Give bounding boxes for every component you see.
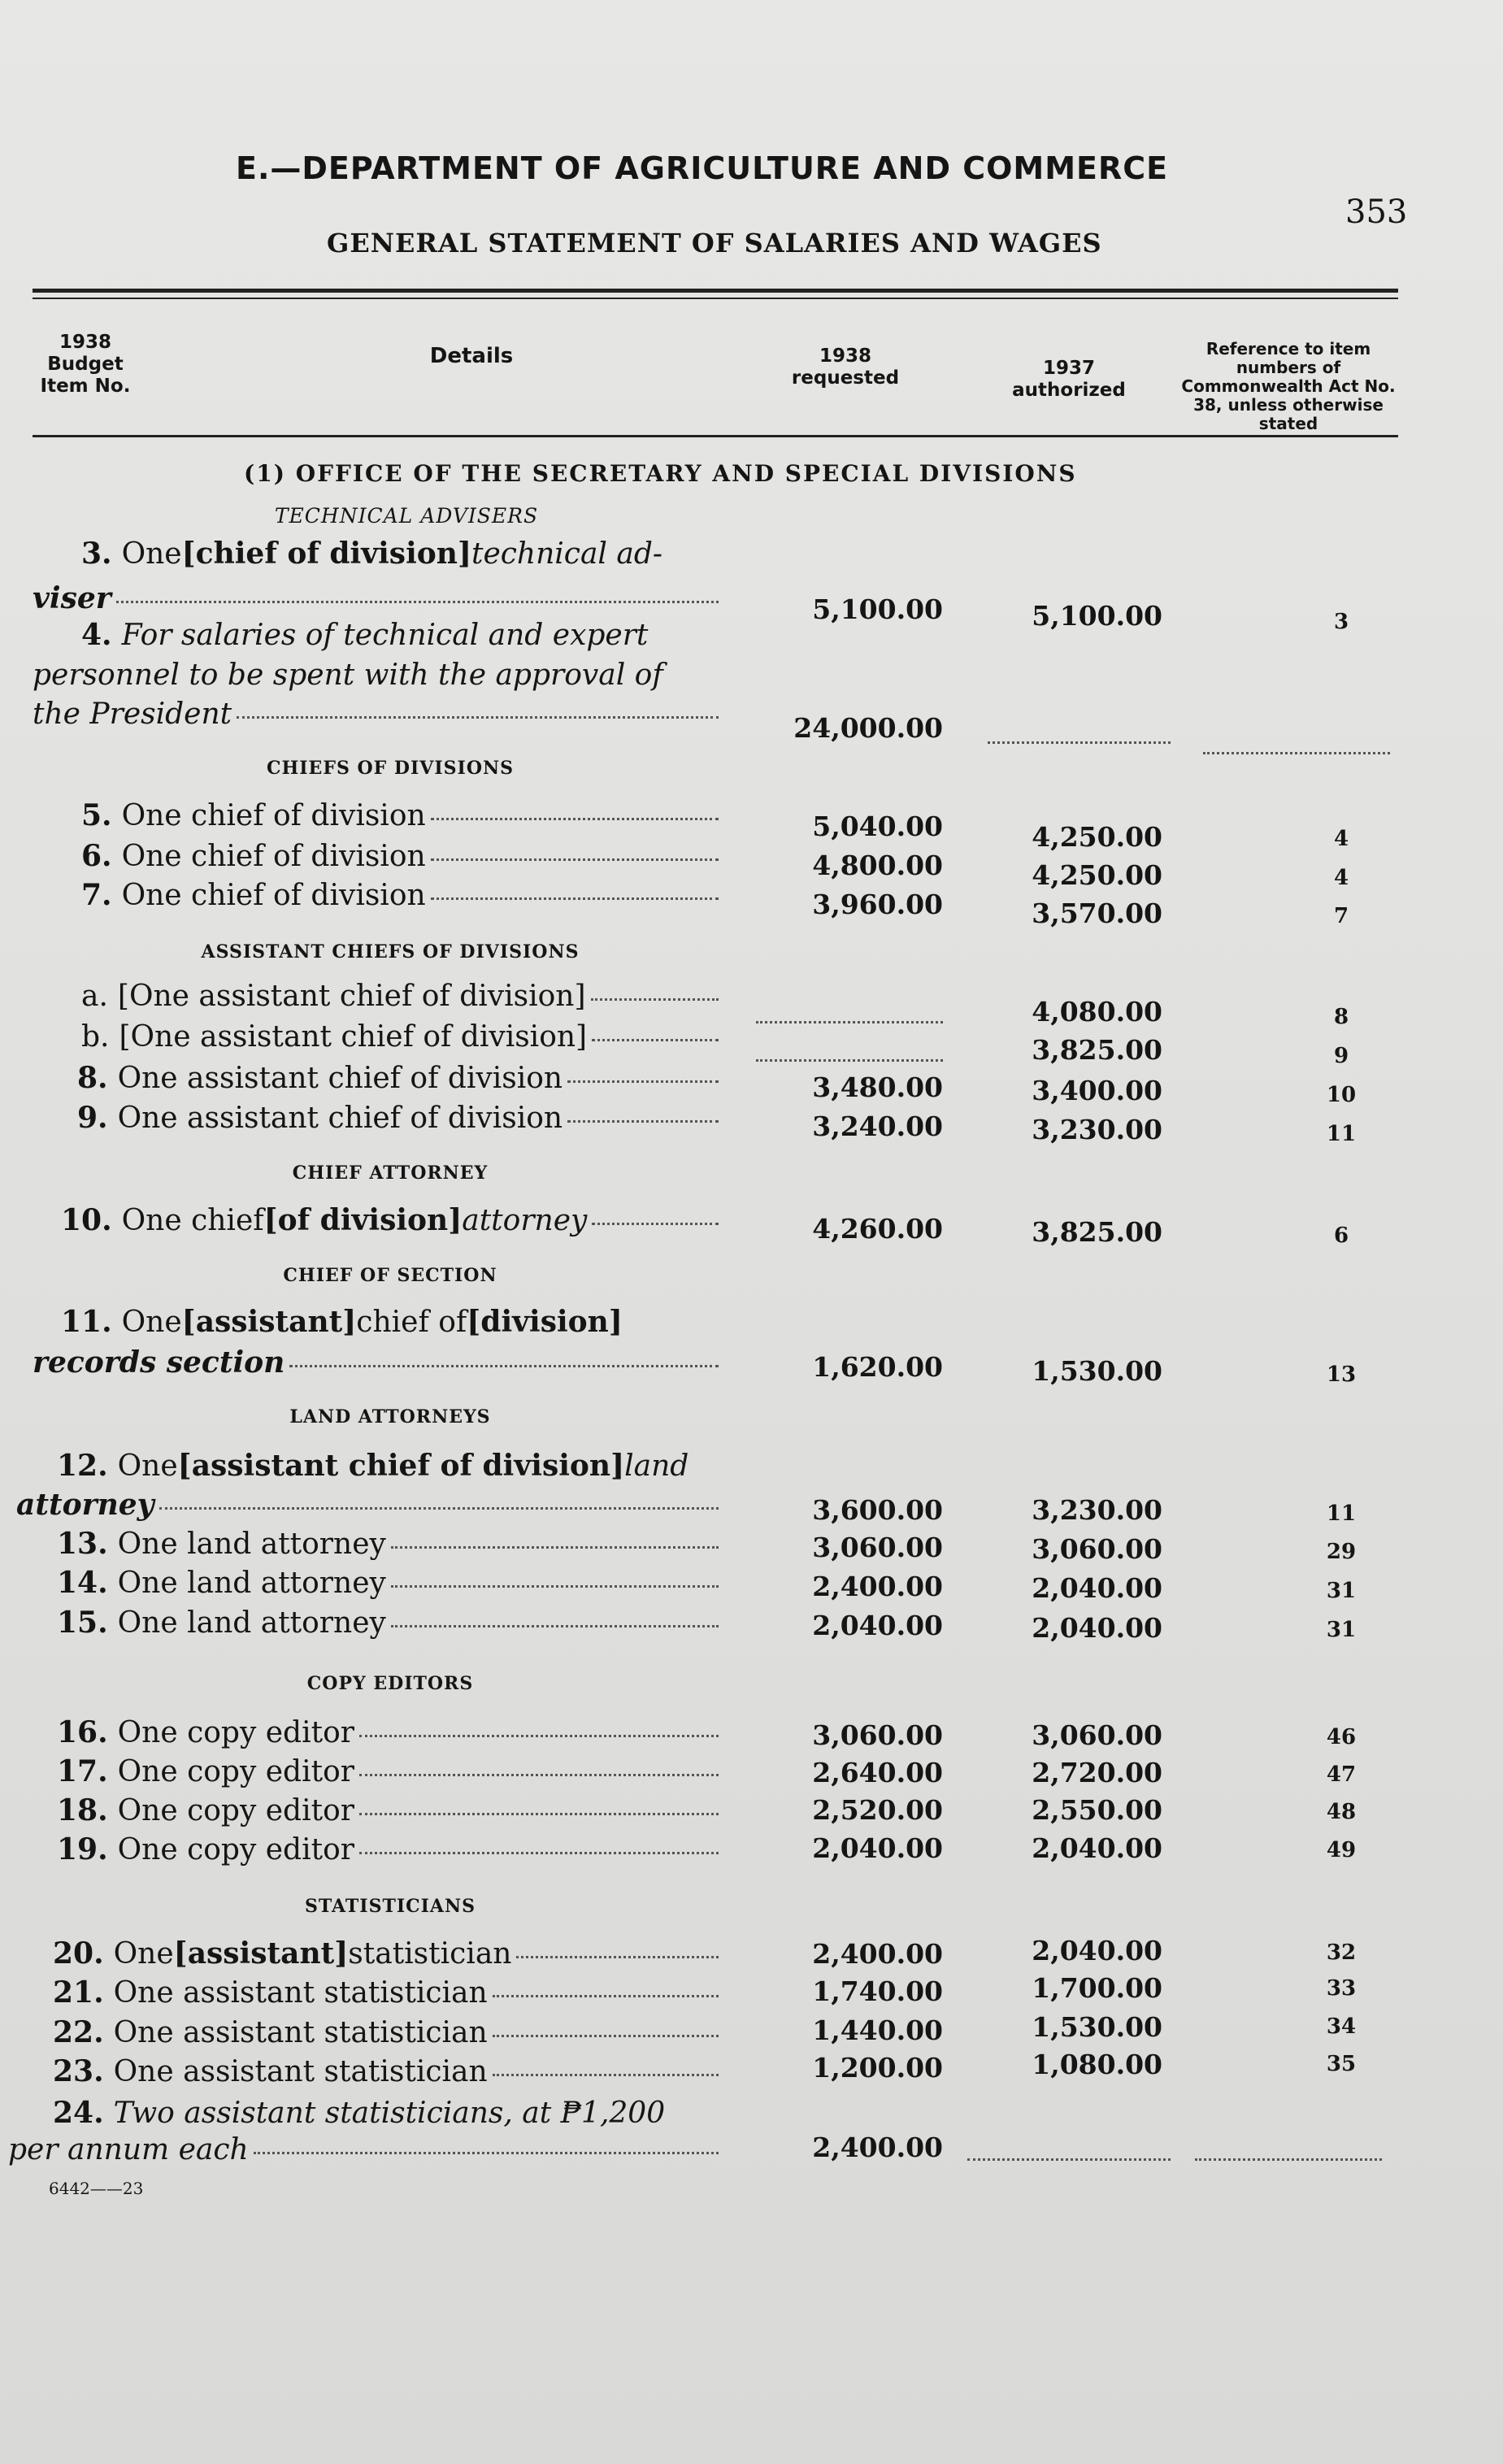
item-24-line1: 24. Two assistant statisticians, at ₱1,200 [53, 2096, 666, 2130]
item-22-requested: 1,440.00 [812, 2014, 943, 2046]
item-7: 7. One chief of division [33, 878, 723, 912]
item-3-line2: viser [33, 581, 723, 615]
item-14-reference: 31 [1326, 1579, 1357, 1603]
item-20-authorized: 2,040.00 [1032, 1935, 1162, 1966]
group-assistant-chiefs: ASSISTANT CHIEFS OF DIVISIONS [201, 941, 580, 963]
item-a-authorized: 4,080.00 [1032, 996, 1162, 1028]
item-4-line3: the President [33, 697, 723, 731]
group-technical-advisers: TECHNICAL ADVISERS [274, 504, 539, 528]
item-20-reference: 32 [1326, 1940, 1357, 1965]
item-16-requested: 3,060.00 [812, 1719, 943, 1751]
item-6: 6. One chief of division [33, 839, 723, 873]
item-15-authorized: 2,040.00 [1032, 1612, 1162, 1644]
col-budget-item: 1938 Budget Item No. [40, 332, 131, 397]
item-23-authorized: 1,080.00 [1032, 2049, 1162, 2080]
item-15-reference: 31 [1326, 1618, 1357, 1642]
item-22-authorized: 1,530.00 [1032, 2011, 1162, 2043]
item-9-requested: 3,240.00 [812, 1110, 943, 1142]
item-10: 10. One chief [of division] attorney [33, 1203, 723, 1237]
item-17-reference: 47 [1326, 1762, 1357, 1787]
item-18-requested: 2,520.00 [812, 1794, 943, 1826]
group-land-attorneys: LAND ATTORNEYS [289, 1406, 491, 1428]
item-a-requested-blank [756, 1021, 943, 1023]
col-authorized: 1937 authorized [1012, 358, 1126, 401]
item-8-reference: 10 [1326, 1083, 1357, 1107]
item-3-reference: 3 [1333, 610, 1349, 634]
item-8: 8. One assistant chief of division [33, 1061, 723, 1095]
item-24-line2: per annum each [8, 2133, 723, 2166]
item-22-reference: 34 [1326, 2014, 1357, 2039]
item-23-reference: 35 [1326, 2052, 1357, 2076]
item-16: 16. One copy editor [33, 1715, 723, 1749]
item-4-line2: personnel to be spent with the approval of [33, 658, 663, 692]
item-17-authorized: 2,720.00 [1032, 1757, 1162, 1788]
item-21-authorized: 1,700.00 [1032, 1972, 1162, 2004]
item-19-requested: 2,040.00 [812, 1832, 943, 1864]
col-details: Details [429, 344, 514, 368]
item-b: b. [One assistant chief of division] [33, 1020, 723, 1054]
page-number: 353 [1345, 193, 1408, 231]
group-chiefs-of-divisions: CHIEFS OF DIVISIONS [266, 758, 515, 779]
item-12-line2: attorney [16, 1488, 723, 1522]
item-10-reference: 6 [1333, 1223, 1349, 1248]
group-chief-attorney: CHIEF ATTORNEY [292, 1162, 489, 1184]
item-5: 5. One chief of division [33, 798, 723, 832]
item-7-reference: 7 [1333, 904, 1349, 928]
item-11-reference: 13 [1326, 1362, 1357, 1387]
item-5-requested: 5,040.00 [812, 810, 943, 842]
item-4-requested: 24,000.00 [793, 712, 943, 744]
item-23: 23. One assistant statistician [33, 2054, 723, 2088]
item-24-reference-blank [1195, 2158, 1382, 2161]
item-18-authorized: 2,550.00 [1032, 1794, 1162, 1826]
department-heading: E.—DEPARTMENT OF AGRICULTURE AND COMMERCE [236, 150, 1169, 186]
item-7-authorized: 3,570.00 [1032, 897, 1162, 929]
item-16-reference: 46 [1326, 1725, 1357, 1749]
item-14-requested: 2,400.00 [812, 1571, 943, 1602]
item-23-requested: 1,200.00 [812, 2052, 943, 2084]
item-3-authorized: 5,100.00 [1032, 600, 1162, 632]
item-9-authorized: 3,230.00 [1032, 1114, 1162, 1145]
item-11-line1: 11. One [assistant] chief of [division] [61, 1305, 623, 1339]
item-19: 19. One copy editor [33, 1832, 723, 1866]
item-16-authorized: 3,060.00 [1032, 1719, 1162, 1751]
item-10-requested: 4,260.00 [812, 1213, 943, 1245]
item-15: 15. One land attorney [33, 1606, 723, 1640]
item-13: 13. One land attorney [33, 1527, 723, 1561]
item-6-reference: 4 [1333, 866, 1349, 890]
item-24-authorized-blank [967, 2158, 1171, 2161]
item-21-reference: 33 [1326, 1976, 1357, 2001]
item-12-authorized: 3,230.00 [1032, 1494, 1162, 1526]
item-18-reference: 48 [1326, 1800, 1357, 1824]
item-b-authorized: 3,825.00 [1032, 1034, 1162, 1066]
group-statisticians: STATISTICIANS [304, 1896, 476, 1917]
item-12-line1: 12. One [assistant chief of division] land [57, 1449, 689, 1483]
item-11-requested: 1,620.00 [812, 1351, 943, 1383]
item-21-requested: 1,740.00 [812, 1975, 943, 2007]
group-chief-of-section: CHIEF OF SECTION [283, 1265, 497, 1286]
item-5-authorized: 4,250.00 [1032, 821, 1162, 853]
item-20-requested: 2,400.00 [812, 1938, 943, 1970]
item-11-authorized: 1,530.00 [1032, 1355, 1162, 1387]
item-7-requested: 3,960.00 [812, 889, 943, 920]
item-12-reference: 11 [1326, 1501, 1357, 1526]
item-4-authorized-blank [988, 741, 1171, 744]
item-13-requested: 3,060.00 [812, 1532, 943, 1563]
item-24-requested: 2,400.00 [812, 2132, 943, 2163]
col-reference: Reference to item numbers of Commonwealth Act No. 38, unless otherwise stated [1181, 339, 1396, 433]
item-3-line1: 3. One [chief of division] technical ad- [81, 537, 663, 571]
item-14-authorized: 2,040.00 [1032, 1572, 1162, 1604]
item-6-authorized: 4,250.00 [1032, 859, 1162, 891]
statement-title: GENERAL STATEMENT OF SALARIES AND WAGES [327, 228, 1102, 259]
printer-code: 6442——23 [49, 2179, 144, 2198]
item-9: 9. One assistant chief of division [33, 1101, 723, 1135]
item-13-reference: 29 [1326, 1540, 1357, 1564]
item-18: 18. One copy editor [33, 1793, 723, 1827]
item-14: 14. One land attorney [33, 1566, 723, 1600]
item-12-requested: 3,600.00 [812, 1494, 943, 1526]
item-19-authorized: 2,040.00 [1032, 1832, 1162, 1864]
item-a-reference: 8 [1333, 1005, 1349, 1029]
header-rule-top [33, 289, 1398, 293]
item-21: 21. One assistant statistician [33, 1975, 723, 2010]
item-13-authorized: 3,060.00 [1032, 1533, 1162, 1565]
item-3-requested: 5,100.00 [812, 593, 943, 625]
item-22: 22. One assistant statistician [33, 2015, 723, 2049]
section-title: (1) OFFICE OF THE SECRETARY AND SPECIAL DIVISIONS [244, 460, 1077, 487]
item-20: 20. One [assistant] statistician [33, 1936, 723, 1971]
item-6-requested: 4,800.00 [812, 850, 943, 881]
item-a: a. [One assistant chief of division] [33, 980, 723, 1013]
item-17-requested: 2,640.00 [812, 1757, 943, 1788]
item-10-authorized: 3,825.00 [1032, 1216, 1162, 1248]
item-15-requested: 2,040.00 [812, 1610, 943, 1641]
item-4-line1: 4. For salaries of technical and expert [81, 618, 649, 652]
item-b-requested-blank [756, 1059, 943, 1062]
item-11-line2: records section [33, 1345, 723, 1380]
item-17: 17. One copy editor [33, 1754, 723, 1788]
header-rule-thin [33, 298, 1398, 299]
col-requested: 1938 requested [791, 345, 900, 389]
header-rule-bottom [33, 435, 1398, 437]
item-4-reference-blank [1203, 752, 1390, 754]
item-5-reference: 4 [1333, 827, 1349, 851]
item-8-authorized: 3,400.00 [1032, 1075, 1162, 1106]
item-8-requested: 3,480.00 [812, 1071, 943, 1103]
item-9-reference: 11 [1326, 1122, 1357, 1146]
item-b-reference: 9 [1333, 1044, 1349, 1068]
item-19-reference: 49 [1326, 1838, 1357, 1862]
group-copy-editors: COPY EDITORS [306, 1673, 474, 1694]
